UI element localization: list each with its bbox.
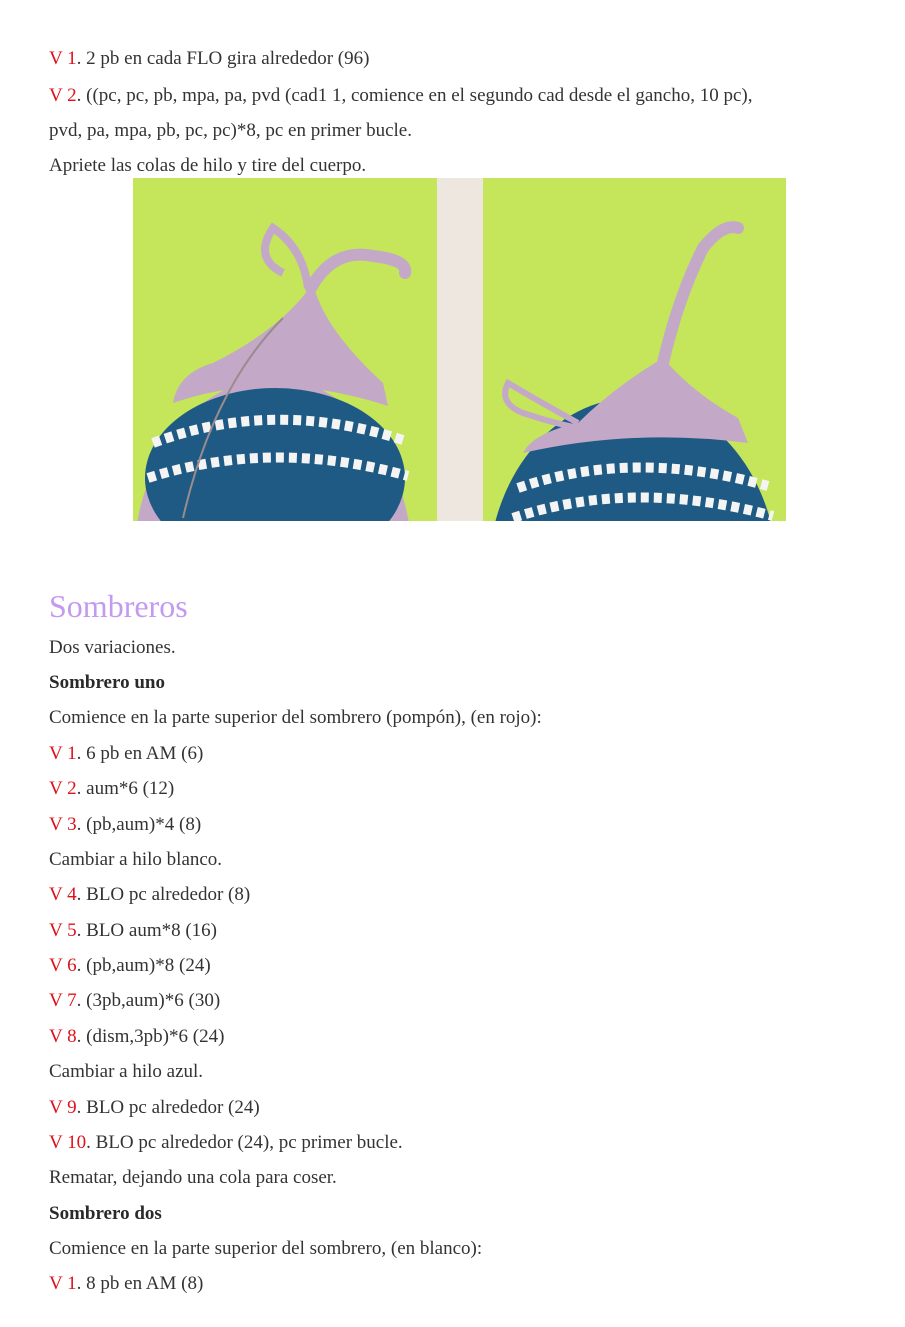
row-instruction: V 7. (3pb,aum)*6 (30)	[49, 990, 221, 1011]
row-instruction: V 2. aum*6 (12)	[49, 778, 175, 799]
row-label: V 10	[49, 1132, 87, 1153]
row-label: V 6	[49, 955, 77, 976]
start-instruction: Comience en la parte superior del sombrero, (en blanco):	[49, 1238, 483, 1259]
color-change-note: Cambiar a hilo azul.	[49, 1061, 204, 1082]
row-label: V 8	[49, 1026, 77, 1047]
photo-left-panel	[133, 178, 437, 521]
intro-text: Dos variaciones.	[49, 637, 176, 658]
row-label: V 1	[49, 1273, 77, 1294]
color-change-note: Cambiar a hilo blanco.	[49, 849, 223, 870]
photo-right-panel	[483, 178, 786, 521]
row-instruction: V 2. ((pc, pc, pb, mpa, pa, pvd (cad1 1, comience en el segundo cad desde el gancho, 10 pc),	[49, 85, 753, 106]
start-instruction: Comience en la parte superior del sombrero (pompón), (en rojo):	[49, 707, 542, 728]
row-label: V 9	[49, 1097, 77, 1118]
row-instruction: V 5. BLO aum*8 (16)	[49, 920, 218, 941]
crochet-photo	[133, 178, 786, 521]
row-label: V 4	[49, 884, 77, 905]
row-label: V 3	[49, 814, 77, 835]
row-instruction: V 10. BLO pc alrededor (24), pc primer bucle.	[49, 1132, 403, 1153]
row-label: V 1	[49, 743, 77, 764]
row-label: V 2	[49, 778, 77, 799]
row-instruction: V 3. (pb,aum)*4 (8)	[49, 814, 202, 835]
finish-note: Rematar, dejando una cola para coser.	[49, 1167, 337, 1188]
row-instruction: V 8. (dism,3pb)*6 (24)	[49, 1026, 225, 1047]
row-continuation: pvd, pa, mpa, pb, pc, pc)*8, pc en primer bucle.	[49, 120, 412, 141]
subheading-hat-one: Sombrero uno	[49, 672, 165, 693]
note-text: Apriete las colas de hilo y tire del cuerpo.	[49, 155, 367, 176]
row-instruction: V 1. 2 pb en cada FLO gira alrededor (96)	[49, 48, 370, 69]
row-instruction: V 6. (pb,aum)*8 (24)	[49, 955, 211, 976]
section-heading: Sombreros	[49, 588, 188, 624]
row-label: V 5	[49, 920, 77, 941]
row-label: V 2	[49, 85, 77, 106]
row-instruction: V 4. BLO pc alrededor (8)	[49, 884, 251, 905]
row-instruction: V 1. 6 pb en AM (6)	[49, 743, 204, 764]
row-label: V 7	[49, 990, 77, 1011]
row-label: V 1	[49, 48, 77, 69]
subheading-hat-two: Sombrero dos	[49, 1203, 162, 1224]
row-instruction: V 9. BLO pc alrededor (24)	[49, 1097, 260, 1118]
row-instruction: V 1. 8 pb en AM (8)	[49, 1273, 204, 1294]
